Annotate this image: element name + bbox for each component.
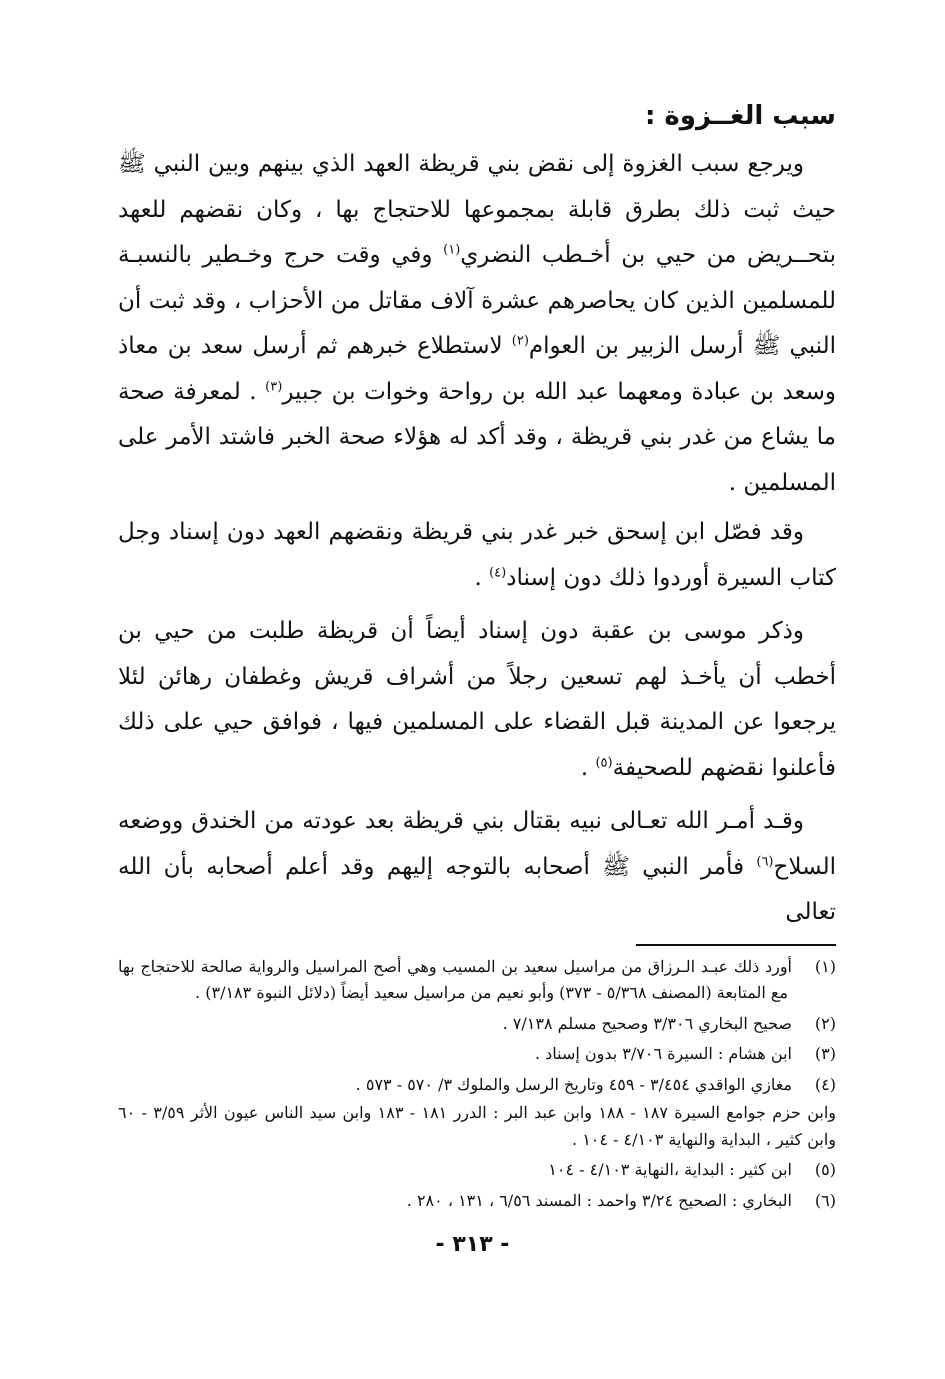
footnote-number: (٢) — [814, 1013, 836, 1033]
book-page — [118, 96, 836, 1218]
section-heading: سبب الغــزوة : — [644, 101, 836, 131]
footnote-marker[interactable]: (٤) — [489, 564, 507, 580]
footnote-separator — [636, 944, 836, 946]
footnote-marker[interactable]: (٣) — [265, 378, 283, 394]
footnote — [118, 1100, 836, 1153]
page-number: - ٣١٣ - — [435, 1232, 510, 1257]
paragraph-text: وقد فصّل ابن إسحق خبر غدر بني قريظة ونقضهم العهد دون إسناد وجل كتاب السيرة أوردوا ذلك دون إسناد — [118, 519, 836, 591]
footnote-number: (١) — [814, 956, 836, 976]
paragraph-text: . — [474, 564, 490, 591]
footnotes — [118, 954, 836, 1215]
footnote-number: (٥) — [814, 1160, 836, 1179]
footnote-text: وابن حزم جوامع السيرة ١٨٧ - ١٨٨ وابن عبد البر : الدرر ١٨١ - ١٨٣ وابن سيد الناس عيون الأثر ٣/٥٩ - ٦٠ وابن كثير ، البداية والنهاية ٤/١٠٣ - ١٠٤ . — [118, 1103, 837, 1149]
body-text — [118, 142, 836, 936]
footnote-text: صحيح البخاري ٣/٣٠٦ وصحيح مسلم ٧/١٣٨ . — [502, 1013, 792, 1033]
footnote-text: مغازي الواقدي ٣/٤٥٤ - ٤٥٩ وتاريخ الرسل والملوك ٣/ ٥٧٠ - ٥٧٣ . — [355, 1074, 792, 1094]
footnote — [118, 1011, 836, 1038]
footnote — [118, 1188, 836, 1215]
paragraph-text: . — [580, 754, 596, 781]
paragraph-text: ويرجع سبب الغزوة إلى نقض بني قريظة العهد الذي بينهم وبين النبي ﷺ حيث ثبت ذلك بطرق قابلة بمجموعها للاحتجاج بها ، وكان نقضهم للعهد بتحــريض من حيي بن أخـطب النضري — [118, 151, 836, 268]
footnote-marker[interactable]: (٢) — [511, 333, 529, 349]
paragraph-text: . لمعرفة صحة ما يشاع من غدر بني قريظة ، وقد أكد له هؤلاء صحة الخبر فاشتد الأمر على المسلمين . — [118, 378, 836, 496]
footnote-number: (٤) — [814, 1074, 836, 1094]
footnote — [118, 1072, 836, 1099]
paragraph-text: فأمر النبي ﷺ أصحابه بالتوجه إليهم وقد أعلم أصحابه بأن الله تعالى — [118, 853, 836, 925]
paragraph-1 — [118, 142, 836, 506]
footnote-marker[interactable]: (٦) — [756, 853, 774, 869]
paragraph-text: وقـد أمـر الله تعـالى نبيه بقتال بني قريظة بعد عودته من الخندق ووضعه السلاح — [118, 808, 836, 880]
footnote-marker[interactable]: (١) — [443, 242, 461, 258]
footnote-number: (٦) — [814, 1190, 836, 1210]
footnote — [118, 1157, 836, 1184]
paragraph-4 — [118, 799, 836, 936]
paragraph-2 — [118, 510, 836, 601]
paragraph-text: وذكر موسى بن عقبة دون إسناد أيضاً أن قريظة طلبت من حيي بن أخطب أن يأخـذ لهم تسعين رجلاً من أشراف قريش وغطفان رهائن لئلا يرجعوا عن المدينة قبل القضاء على المسلمين فيها ، فوافق حيي على ذلك فأعلنوا نقضهم للصحيفة — [118, 618, 836, 781]
footnote-number: (٣) — [814, 1044, 836, 1063]
footnote-text: أورد ذلك عبـد الـرزاق من مراسيل سعيد بن المسيب وهي أصح المراسيل والرواية صالحة للاحتجاج بها مع المتابعة (المصنف ٥/٣٦٨ - ٣٧٣) وأبو نعيم من مراسيل سعيد أيضاً (دلائل النبوة ٣/١٨٣) . — [118, 956, 792, 1002]
footnote-text: ابن هشام : السيرة ٣/٧٠٦ بدون إسناد . — [534, 1044, 792, 1063]
footnote-marker[interactable]: (٥) — [595, 754, 613, 770]
paragraph-text: لاستطلاع خبرهم ثم أرسل سعد بن معاذ وسعد بن عبادة ومعهما عبد الله بن رواحة وخوات بن جبير — [118, 333, 836, 405]
footnote-text: البخاري : الصحيح ٣/٢٤ واحمد : المسند ٦/٥٦ ، ١٣١ ، ٢٨٠ . — [406, 1190, 792, 1210]
paragraph-text: وفي وقت حرج وخـطير بالنسبـة للمسلمين الذين كان يحاصرهم عشرة آلاف مقاتل من الأحزاب ، وقد ثبت أن النبي ﷺ أرسل الزبير بن العوام — [118, 242, 836, 359]
footnote-text: ابن كثير : البداية ،النهاية ٤/١٠٣ - ١٠٤ — [548, 1160, 792, 1179]
footnote — [118, 1041, 836, 1068]
footnote — [118, 954, 836, 1007]
paragraph-3 — [118, 609, 836, 791]
